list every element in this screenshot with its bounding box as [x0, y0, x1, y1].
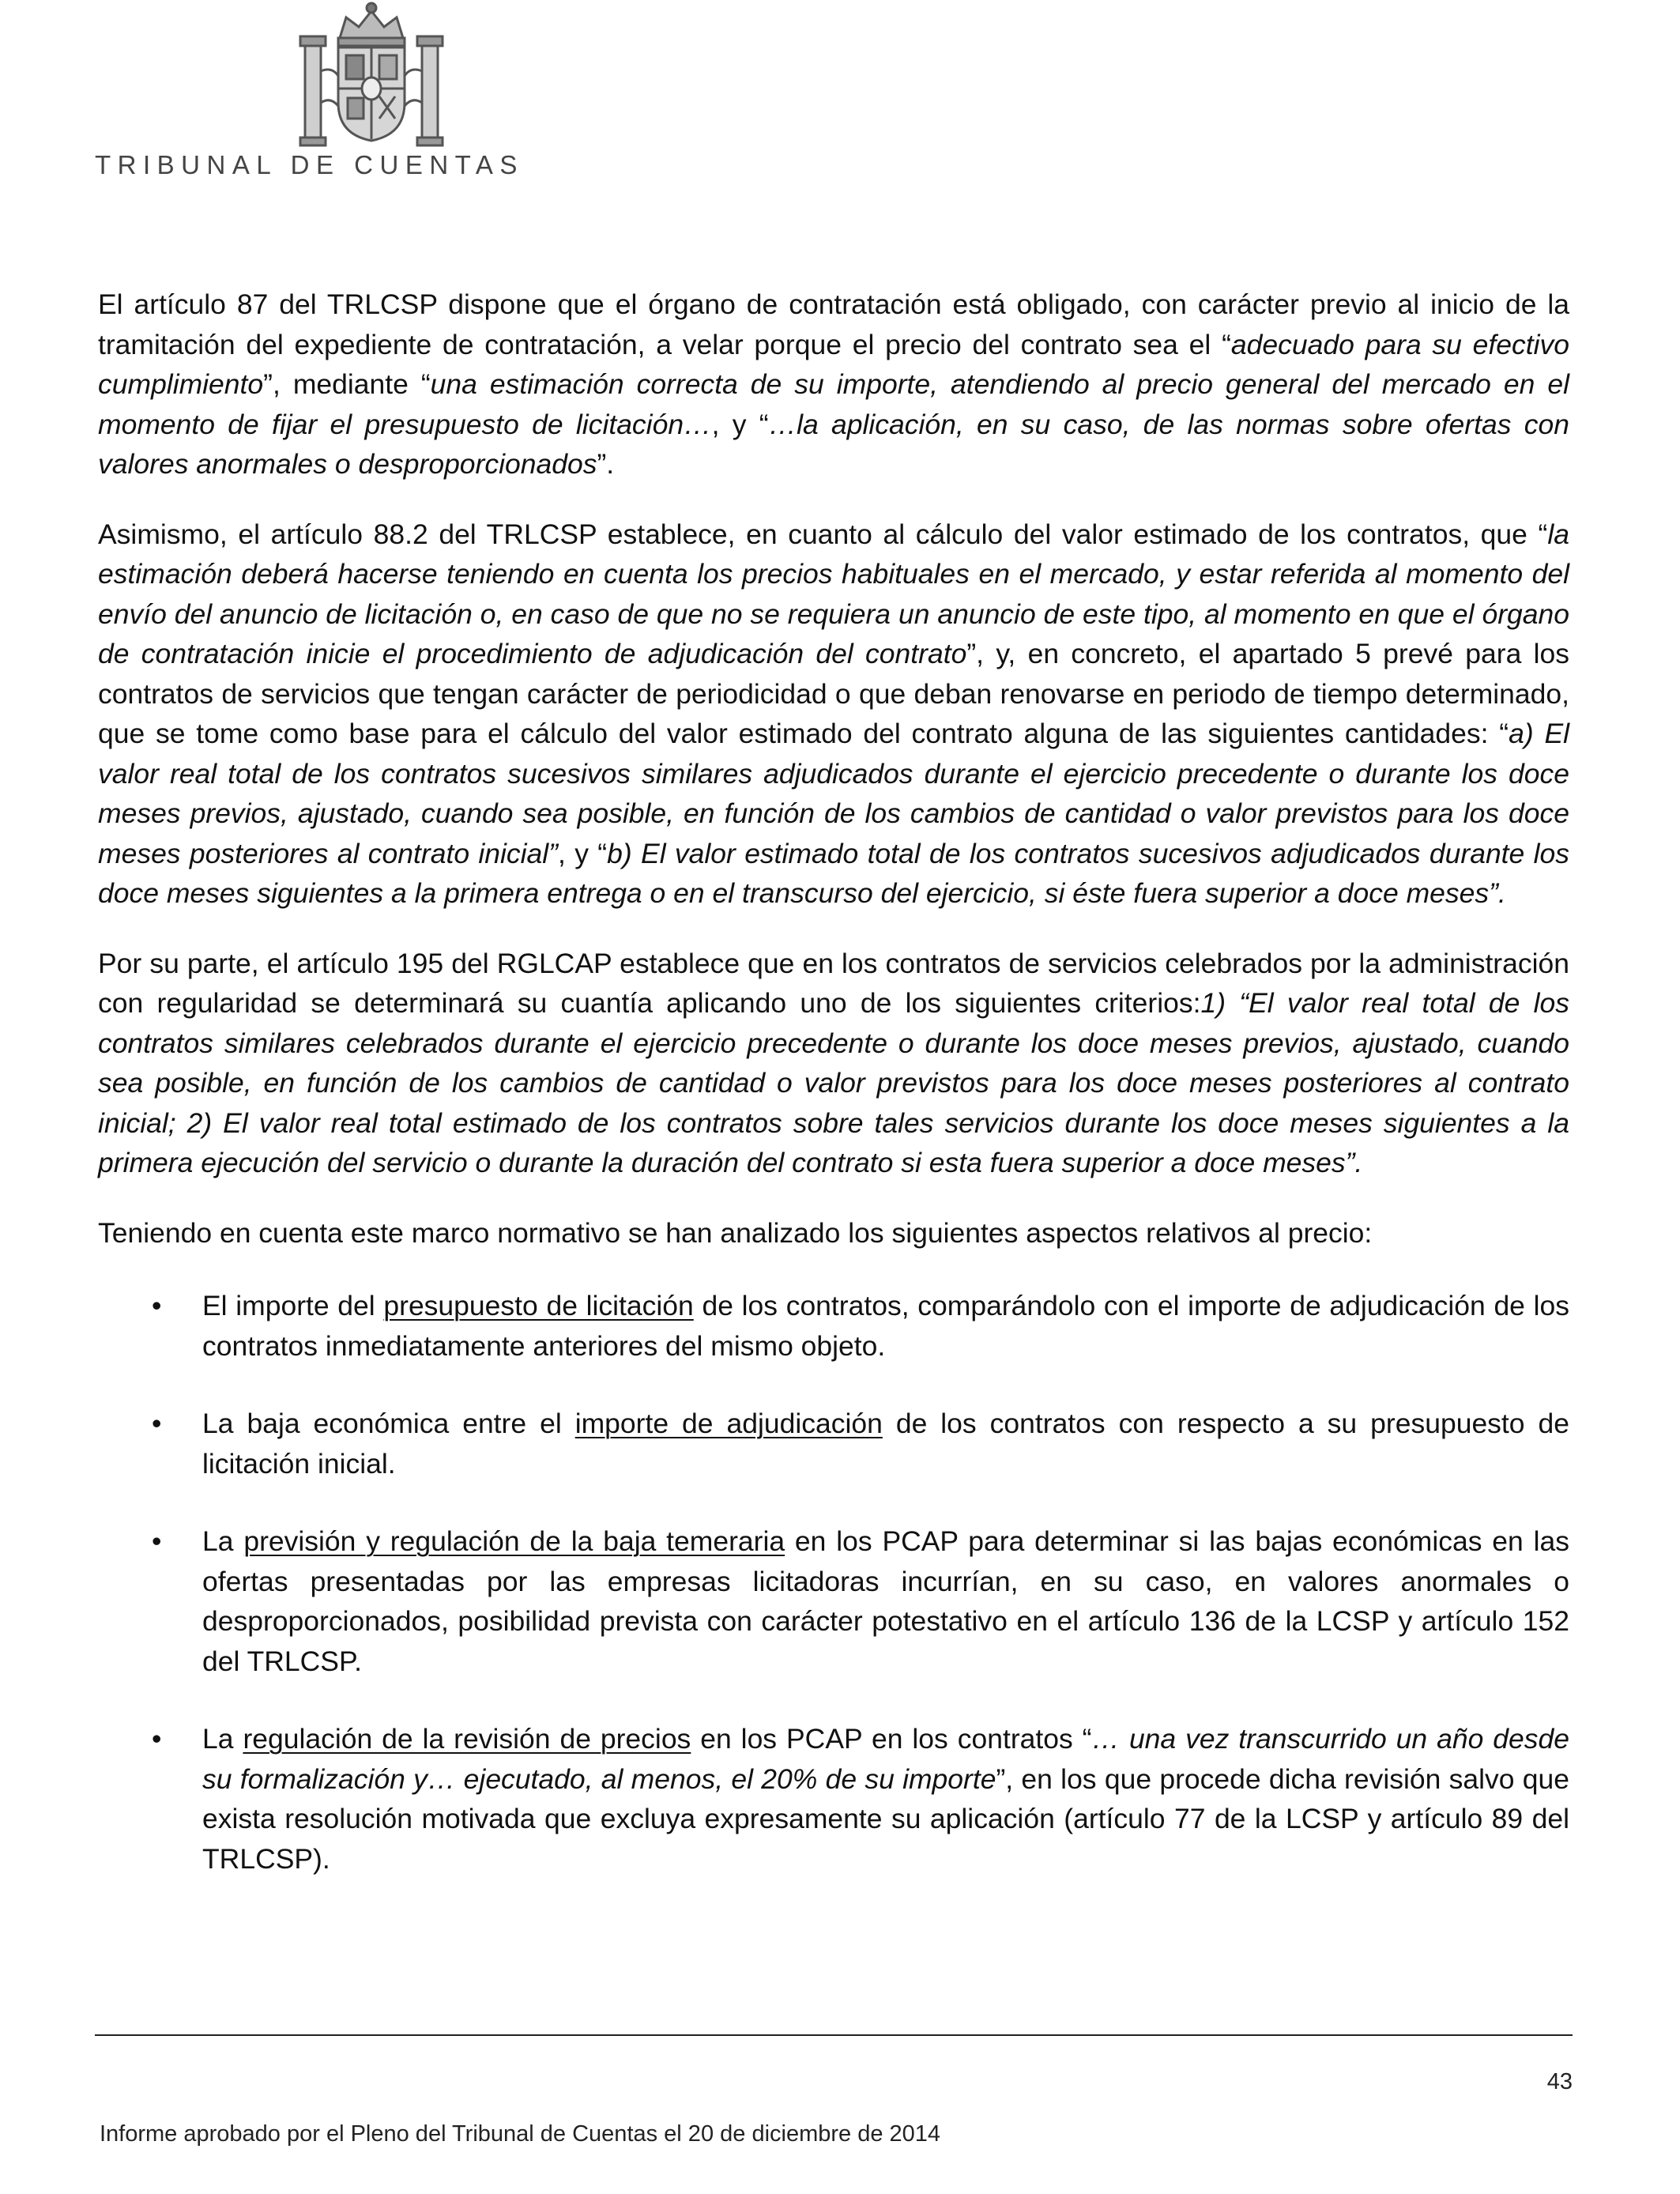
- text-run: Por su parte, el artículo 195 del RGLCAP establece que en los contratos de servicios celebrados por la administración con regularidad se determinará su cuantía aplicando uno de los siguientes criterios:: [98, 947, 1569, 1019]
- list-item: [98, 1521, 1569, 1681]
- underlined-term: regulación de la revisión de precios: [243, 1723, 691, 1755]
- text-run: La: [202, 1723, 243, 1755]
- document-body: [98, 285, 1569, 1917]
- text-run: La: [202, 1525, 244, 1557]
- quoted-text: … una vez transcurrido un año desde su formalización y… ejecutado, al menos, el 20% de su importe: [202, 1723, 1569, 1795]
- text-run: en los PCAP para determinar si las bajas económicas en las ofertas presentadas por las empresas licitadoras incurrían, en su caso, en valores anormales o desproporcionados, posibilidad prevista con carácter potestativo en el artículo 136 de la LCSP y artículo 152 del TRLCSP.: [202, 1525, 1569, 1677]
- text-run: de los contratos, comparándolo con el importe de adjudicación de los contratos inmediatamente anteriores del mismo objeto.: [202, 1290, 1569, 1362]
- paragraph: [98, 515, 1569, 914]
- list-item-text: [202, 1525, 1569, 1677]
- text-run: de los contratos con respecto a su presupuesto de licitación inicial.: [202, 1408, 1569, 1480]
- page-number: 43: [1546, 2069, 1573, 2094]
- underlined-term: importe de adjudicación: [574, 1408, 883, 1439]
- bullet-icon: •: [152, 1290, 162, 1321]
- footer-text: Informe aprobado por el Pleno del Tribunal de Cuentas el 20 de diciembre de 2014: [100, 2121, 941, 2147]
- text-run: Asimismo, el artículo 88.2 del TRLCSP establece, en cuanto al cálculo del valor estimado de los contratos, que “: [98, 518, 1548, 550]
- underlined-term: presupuesto de licitación: [383, 1290, 694, 1321]
- text-run: ”, mediante “: [263, 368, 431, 400]
- document-header: [95, 0, 569, 198]
- quoted-text: una estimación correcta de su importe, atendiendo al precio general del mercado en el momento de fijar el presupuesto de licitación…: [98, 368, 1569, 440]
- text-run: El importe del: [202, 1290, 384, 1321]
- text-run: El artículo 87 del TRLCSP dispone que el órgano de contratación está obligado, con carácter previo al inicio de la tramitación del expediente de contratación, a velar porque el precio del contrato sea el “: [98, 288, 1569, 360]
- quoted-text: la estimación deberá hacerse teniendo en cuenta los precios habituales en el mercado, y estar referida al momento del envío del anuncio de licitación o, en caso de que no se requiera un anuncio de este tipo, al momento en que el órgano de contratación inicie el procedimiento de adjudicación del contrato: [98, 518, 1569, 669]
- text-run: en los PCAP en los contratos “: [691, 1723, 1092, 1755]
- text-run: ”.: [597, 448, 615, 480]
- paragraph: [98, 285, 1569, 484]
- text-run: Teniendo en cuenta este marco normativo se han analizado los siguientes aspectos relativos al precio:: [98, 1216, 1373, 1249]
- quoted-text: …la aplicación, en su caso, de las normas sobre ofertas con valores anormales o desproporcionados: [98, 408, 1569, 480]
- quoted-text: 1) “El valor real total de los contratos similares celebrados durante el ejercicio precedente o durante los doce meses previos, ajustado, cuando sea posible, en función de los cambios de cantidad o valor previstos para los doce meses posteriores al contrato inicial; 2) El valor real total estimado de los contratos sobre tales servicios durante los doce meses siguientes a la primera ejecución del servicio o durante la duración del contrato si esta fuera superior a doce meses”.: [98, 987, 1569, 1178]
- quoted-text: b) El valor estimado total de los contratos sucesivos adjudicados durante los doce meses siguientes a la primera entrega o en el transcurso del ejercicio, si éste fuera superior a doce meses”.: [98, 837, 1570, 909]
- list-item: [98, 1286, 1569, 1366]
- text-run: La baja económica entre el: [202, 1408, 575, 1439]
- bullet-icon: •: [152, 1723, 162, 1755]
- underlined-term: previsión y regulación de la baja temeraria: [243, 1525, 785, 1557]
- text-run: , y “: [558, 837, 608, 869]
- text-run: ”, en los que procede dicha revisión salvo que exista resolución motivada que excluya expresamente su aplicación (artículo 77 de la LCSP y artículo 89 del TRLCSP).: [202, 1762, 1569, 1875]
- list-item-text: [202, 1408, 1569, 1480]
- organization-name: TRIBUNAL DE CUENTAS: [95, 150, 524, 179]
- quoted-text: a) El valor real total de los contratos sucesivos similares adjudicados durante el ejercicio precedente o durante los doce meses previos, ajustado, cuando sea posible, en función de los cambios de cantidad o valor previstos para los doce meses posteriores al contrato inicial”: [98, 718, 1570, 869]
- paragraph: [98, 944, 1569, 1183]
- list-item: [98, 1719, 1569, 1879]
- text-run: , y “: [711, 408, 769, 440]
- paragraph: [98, 1213, 1569, 1253]
- list-item-text: [202, 1290, 1569, 1362]
- text-run: ”, y, en concreto, el apartado 5 prevé para los contratos de servicios que tengan carácter de periodicidad o que deban renovarse en periodo de tiempo determinado, que se tome como base para el cálculo del valor estimado del contrato alguna de las siguientes cantidades: “: [98, 638, 1569, 749]
- list-item: [98, 1404, 1569, 1483]
- coat-of-arms-icon: [253, 0, 490, 150]
- list-item-text: [202, 1723, 1569, 1875]
- quoted-text: adecuado para su efectivo cumplimiento: [98, 328, 1569, 400]
- bullet-icon: •: [152, 1525, 162, 1557]
- bullet-list: [98, 1286, 1569, 1879]
- footer-divider: [95, 2034, 1573, 2036]
- bullet-icon: •: [152, 1408, 162, 1439]
